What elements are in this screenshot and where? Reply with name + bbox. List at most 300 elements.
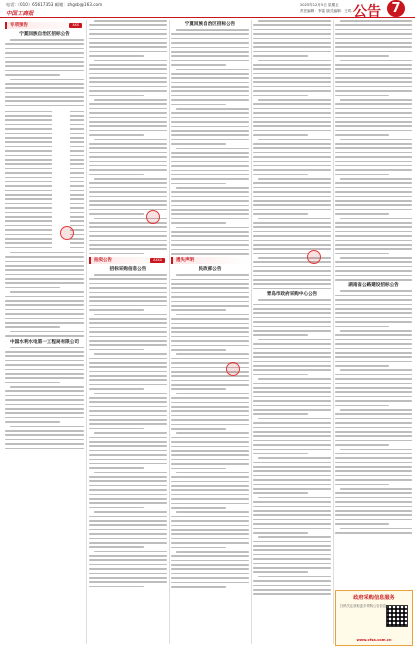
text-line [335, 95, 389, 97]
text-line [171, 406, 249, 408]
text-line [340, 20, 412, 22]
text-line [171, 296, 249, 298]
text-line [171, 533, 249, 535]
text-line [171, 586, 226, 588]
notice-body [335, 290, 412, 533]
column-1 [5, 20, 84, 644]
text-line [171, 564, 249, 566]
text-line [171, 253, 249, 255]
text-line [89, 174, 144, 176]
text-line [89, 165, 167, 167]
text-line [253, 435, 331, 437]
text-line [89, 498, 167, 500]
text-line [253, 475, 331, 477]
text-line [5, 74, 60, 76]
text-line [5, 335, 84, 337]
text-line [335, 213, 389, 215]
text-line [335, 378, 412, 380]
text-line [171, 476, 249, 478]
text-line [258, 418, 331, 420]
text-line [253, 312, 331, 314]
text-line [5, 448, 84, 450]
table-row [5, 245, 84, 249]
text-line [171, 82, 249, 84]
text-line [89, 240, 167, 242]
text-line [171, 415, 249, 417]
text-line [335, 326, 389, 328]
text-line [253, 33, 331, 35]
text-line [253, 580, 331, 582]
text-line [89, 29, 167, 31]
text-line [171, 384, 249, 386]
text-line [335, 391, 412, 393]
text-line [171, 305, 249, 307]
text-line [258, 218, 331, 220]
text-line [171, 555, 249, 557]
text-line [89, 463, 167, 465]
text-line [5, 326, 60, 328]
text-line [5, 412, 84, 414]
text-line [335, 55, 389, 57]
text-line [5, 351, 84, 353]
text-line [176, 551, 249, 553]
text-line [335, 165, 412, 167]
text-line [89, 415, 167, 417]
text-line [5, 382, 60, 384]
text-line [94, 511, 167, 513]
text-line [176, 393, 249, 395]
text-line [171, 336, 249, 338]
text-line [89, 292, 167, 294]
text-line [5, 322, 84, 324]
text-line [89, 38, 167, 40]
text-line [171, 323, 249, 325]
text-line [335, 279, 412, 281]
text-line [171, 437, 249, 439]
text-line [89, 24, 167, 26]
column-5 [335, 20, 412, 586]
text-line [89, 340, 167, 342]
text-line [253, 73, 331, 75]
text-line [176, 69, 249, 71]
text-line [253, 275, 331, 277]
text-line [335, 479, 412, 481]
text-line [171, 249, 249, 251]
text-line [171, 529, 249, 531]
text-line [5, 100, 84, 102]
text-line [171, 161, 249, 163]
text-line [253, 545, 331, 547]
text-line [335, 143, 412, 145]
text-line [5, 430, 84, 432]
text-line [171, 196, 249, 198]
text-line [171, 485, 249, 487]
text-line [171, 47, 249, 49]
text-line [253, 240, 331, 242]
text-line [335, 64, 412, 66]
text-line [253, 134, 308, 136]
text-line [89, 441, 167, 443]
text-line [335, 117, 412, 119]
text-line [89, 322, 167, 324]
text-line [335, 187, 412, 189]
text-line [253, 589, 331, 591]
text-line [89, 516, 167, 518]
text-line [253, 563, 331, 565]
text-line [335, 396, 412, 398]
notice-title: 宁夏回族自治区招标公告 [19, 32, 70, 37]
text-line [335, 532, 412, 534]
text-line [335, 112, 412, 114]
text-line [5, 57, 84, 59]
text-line [5, 287, 60, 289]
text-line [258, 60, 331, 62]
notice-title: 青岛市政府采购中心公告 [266, 292, 318, 298]
text-line [335, 334, 412, 336]
text-line [253, 440, 331, 442]
text-line [5, 70, 84, 72]
text-line [171, 446, 249, 448]
text-line [253, 81, 331, 83]
text-line [335, 457, 412, 459]
text-line [335, 244, 412, 246]
text-line [171, 292, 249, 294]
text-line [171, 441, 249, 443]
text-line [253, 152, 331, 154]
notice-title: 民政部公告 [198, 267, 222, 273]
text-line [253, 117, 331, 119]
text-line [89, 182, 167, 184]
text-line [335, 73, 412, 75]
text-line [171, 388, 226, 390]
text-line [5, 83, 84, 85]
text-line [253, 182, 331, 184]
text-line [253, 112, 331, 114]
text-line [89, 161, 167, 163]
text-line [335, 86, 412, 88]
text-line [335, 222, 412, 224]
header-contact: 电话:（010）65617353 邮箱：zhgsb@163.com [6, 2, 103, 7]
text-line [89, 134, 144, 136]
text-line [335, 226, 412, 228]
text-line [171, 95, 249, 97]
text-line [335, 130, 412, 132]
text-line [176, 314, 249, 316]
text-line [258, 576, 331, 578]
text-line [89, 283, 167, 285]
text-line [258, 378, 331, 380]
text-line [89, 169, 167, 171]
text-line [253, 46, 331, 48]
text-line [94, 551, 167, 553]
text-line [335, 475, 412, 477]
text-line [10, 39, 84, 41]
text-line [171, 577, 249, 579]
text-line [253, 361, 331, 363]
text-line [171, 327, 249, 329]
notice-title: 中国水利水电第一工程局有限公司 [10, 339, 79, 345]
text-line [253, 585, 331, 587]
text-line [89, 300, 167, 302]
text-line [89, 419, 167, 421]
text-line [89, 480, 167, 482]
text-line [253, 449, 331, 451]
text-line [5, 43, 84, 45]
text-line [171, 560, 249, 562]
text-line [171, 143, 226, 145]
advertisement-box[interactable] [335, 590, 413, 646]
text-line [5, 256, 84, 258]
text-line [253, 405, 331, 407]
text-line [89, 130, 167, 132]
text-line [253, 532, 308, 534]
text-line [89, 296, 167, 298]
text-line [89, 450, 167, 452]
text-line [171, 38, 249, 40]
text-line [89, 362, 167, 364]
qr-code-icon[interactable] [386, 605, 408, 627]
text-line [335, 523, 389, 525]
text-line [171, 542, 249, 544]
text-line [5, 65, 84, 67]
text-line [258, 339, 331, 341]
text-line [5, 92, 84, 94]
text-line [335, 46, 412, 48]
text-line [89, 231, 167, 233]
text-line [171, 287, 249, 289]
text-line [171, 99, 249, 101]
text-line [89, 235, 167, 237]
text-line [335, 182, 412, 184]
text-line [171, 191, 249, 193]
text-line [89, 90, 167, 92]
text-line [335, 453, 412, 455]
text-line [335, 156, 412, 158]
notice-body [5, 347, 84, 450]
text-line [171, 244, 249, 246]
text-line [253, 308, 331, 310]
text-line [253, 391, 331, 393]
notice-body [171, 29, 249, 255]
text-line [171, 213, 249, 215]
text-line [89, 331, 167, 333]
text-line [253, 261, 331, 263]
text-line [253, 383, 331, 385]
text-line [253, 462, 331, 464]
column-divider [86, 20, 87, 644]
text-line [171, 516, 249, 518]
text-line [94, 432, 167, 434]
text-line [253, 514, 331, 516]
text-line [171, 380, 249, 382]
text-line [5, 304, 84, 306]
text-line [253, 528, 331, 530]
text-line [89, 485, 167, 487]
column-divider [251, 20, 252, 644]
text-line [335, 413, 412, 415]
text-line [171, 582, 249, 584]
text-line [10, 426, 84, 428]
text-line [176, 148, 249, 150]
column-4 [253, 20, 331, 644]
text-line [340, 139, 412, 141]
text-line [253, 549, 331, 551]
text-line [171, 130, 249, 132]
text-line [5, 439, 84, 441]
text-line [335, 235, 412, 237]
text-line [5, 261, 84, 263]
text-line [89, 55, 144, 57]
text-line [335, 431, 412, 433]
text-line [253, 51, 331, 53]
text-line [89, 538, 167, 540]
text-line [253, 244, 331, 246]
text-line [89, 573, 167, 575]
text-line [253, 288, 331, 290]
text-line [89, 388, 144, 390]
text-line [253, 38, 331, 40]
text-line [253, 413, 308, 415]
text-line [89, 555, 167, 557]
text-line [171, 454, 249, 456]
text-line [253, 266, 331, 268]
text-line [89, 64, 167, 66]
text-line [171, 428, 226, 430]
column-3 [171, 20, 249, 644]
text-line [171, 200, 249, 202]
text-line [89, 520, 167, 522]
text-line [335, 514, 412, 516]
text-line [335, 339, 412, 341]
text-line [258, 536, 331, 538]
text-line [253, 352, 331, 354]
text-line [171, 459, 249, 461]
text-line [171, 538, 249, 540]
text-line [171, 170, 249, 172]
text-line [335, 90, 412, 92]
section-bar [171, 257, 249, 264]
text-line [171, 73, 249, 75]
text-line [171, 419, 249, 421]
text-line [253, 187, 331, 189]
text-line [253, 567, 331, 569]
text-line [5, 318, 84, 320]
text-line [253, 147, 331, 149]
text-line [94, 314, 167, 316]
text-line [94, 178, 167, 180]
text-line [171, 375, 249, 377]
text-line [335, 519, 412, 521]
text-line [335, 240, 412, 242]
text-line [340, 218, 412, 220]
text-line [171, 117, 249, 119]
text-line [335, 435, 412, 437]
text-line [253, 213, 308, 215]
text-line [5, 300, 84, 302]
text-line [335, 51, 412, 53]
text-line [253, 365, 331, 367]
text-line [10, 331, 84, 333]
text-line [171, 463, 249, 465]
text-line [253, 519, 331, 521]
text-line [335, 125, 412, 127]
text-line [253, 470, 331, 472]
text-line [94, 472, 167, 474]
section-bar-tag: AXX [69, 23, 82, 28]
text-line [253, 204, 331, 206]
text-line [176, 274, 249, 276]
text-line [89, 287, 167, 289]
text-line [176, 187, 249, 189]
text-line [5, 265, 84, 267]
text-line [171, 235, 249, 237]
text-line [253, 108, 331, 110]
text-line [253, 231, 331, 233]
text-line [171, 64, 226, 66]
text-line [5, 373, 84, 375]
text-line [335, 103, 412, 105]
text-line [335, 343, 412, 345]
text-line [171, 240, 249, 242]
text-line [10, 252, 84, 254]
text-line [253, 253, 308, 255]
ad-title: 政府采购信息服务 [353, 595, 395, 601]
text-line [89, 143, 167, 145]
text-line [89, 454, 167, 456]
text-line [253, 492, 308, 494]
text-line [171, 183, 226, 185]
text-line [335, 266, 412, 268]
text-line [258, 20, 331, 22]
text-line [335, 352, 412, 354]
text-line [253, 248, 331, 250]
text-line [335, 68, 412, 70]
text-line [171, 349, 226, 351]
notice-body [335, 20, 412, 281]
text-line [89, 568, 167, 570]
text-line [171, 525, 249, 527]
page-header [0, 0, 415, 18]
notice-body [5, 252, 84, 337]
column-divider [333, 20, 334, 644]
text-line [89, 77, 167, 79]
text-line [89, 542, 167, 544]
text-line [253, 64, 331, 66]
text-line [171, 134, 249, 136]
text-line [5, 105, 84, 107]
text-line [89, 278, 167, 280]
ad-url[interactable]: www.cfsa.com.cn [356, 638, 392, 642]
text-line [253, 374, 308, 376]
text-line [171, 231, 249, 233]
text-line [253, 125, 331, 127]
text-line [258, 457, 331, 459]
text-line [171, 126, 249, 128]
text-line [89, 68, 167, 70]
text-line [94, 139, 167, 141]
text-line [253, 488, 331, 490]
notice-title: 招标采购信息公告 [109, 267, 147, 273]
text-line [171, 51, 249, 53]
text-line [89, 108, 167, 110]
text-line [171, 498, 249, 500]
official-seal-icon [60, 226, 74, 240]
text-line [335, 497, 412, 499]
text-line [5, 96, 84, 98]
text-line [335, 299, 412, 301]
text-line [335, 261, 412, 263]
text-line [171, 547, 226, 549]
